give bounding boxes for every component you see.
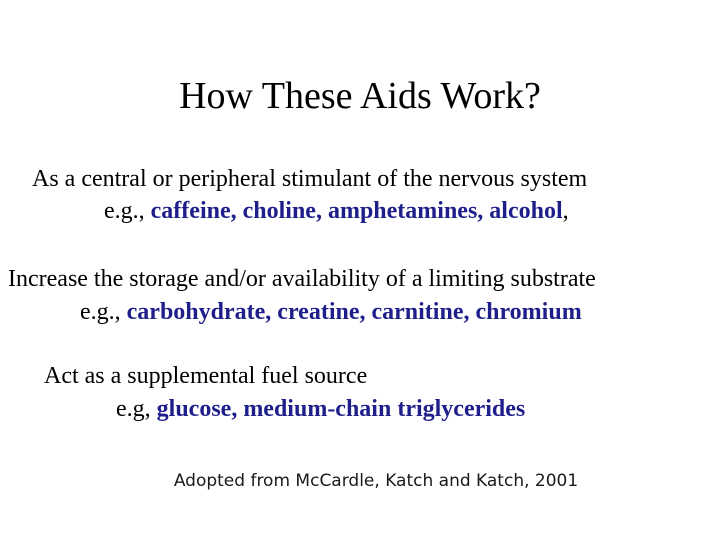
example-suffix: , (562, 198, 569, 224)
point-1-text: As a central or peripheral stimulant of the nervous system (32, 166, 588, 192)
point-3-text: Act as a supplemental fuel source (44, 363, 368, 389)
point-2-text: Increase the storage and/or availability of a limiting substrate (8, 266, 596, 292)
example-terms: caffeine, choline, amphetamines, alcohol (150, 198, 563, 224)
point-1-example (104, 196, 569, 226)
source-credit: Adopted from McCardle, Katch and Katch, 2001 (173, 471, 579, 491)
example-prefix: e.g, (116, 396, 157, 422)
point-2-example (80, 297, 582, 327)
example-prefix: e.g., (80, 299, 127, 325)
example-terms: glucose, medium-chain triglycerides (156, 396, 526, 422)
slide-title: How These Aids Work? (179, 75, 541, 117)
point-3-example (116, 394, 525, 424)
example-terms: carbohydrate, creatine, carnitine, chromium (126, 299, 582, 325)
example-prefix: e.g., (104, 198, 151, 224)
